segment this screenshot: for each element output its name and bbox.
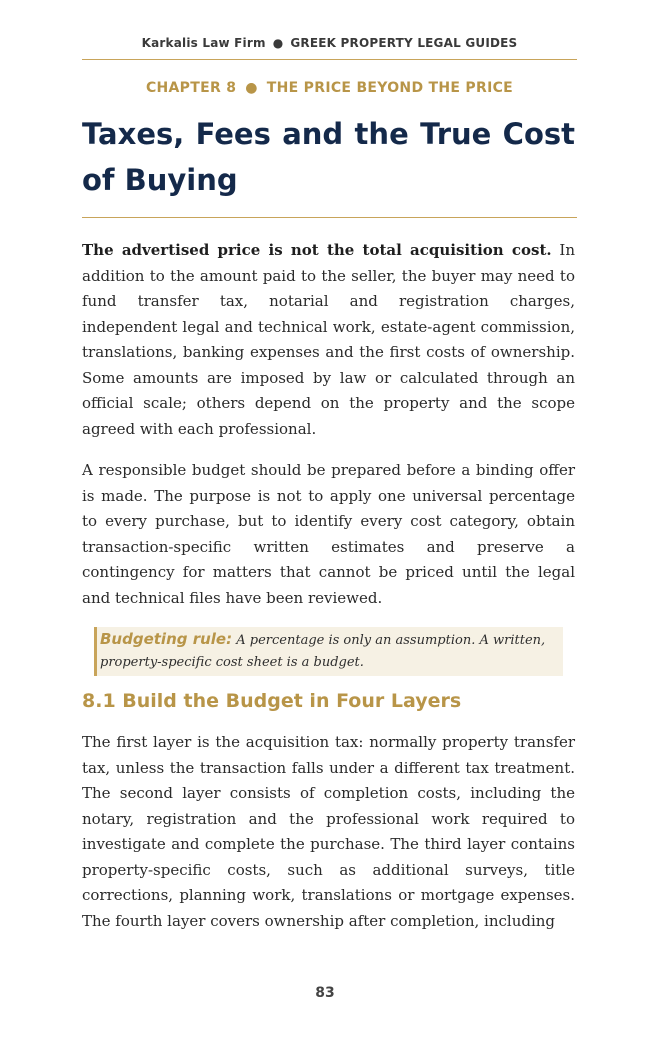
budgeting-rule-callout: [94, 627, 563, 676]
firm-name: Karkalis Law Firm: [141, 36, 266, 50]
page-number: 83: [315, 985, 335, 1001]
title-divider: [82, 217, 577, 218]
chapter-title: Taxes, Fees and the True Cost of Buying: [82, 117, 575, 197]
body-paragraph: A responsible budget should be prepared before a binding offer is made. The purpose is not to apply one universal percentage to every purchase, but to identify every cost category, obtain transaction-specific written estimates and preserve a contingency for matters that cannot be priced until the legal and technical files have been reviewed.: [82, 461, 575, 607]
callout-text: A percentage is only an assumption. A written, property-specific cost sheet is a budget.: [100, 633, 546, 670]
lead-sentence: The advertised price is not the total acquisition cost.: [82, 241, 552, 259]
section-heading: 8.1 Build the Budget in Four Layers: [82, 690, 462, 712]
series-name: GREEK PROPERTY LEGAL GUIDES: [290, 36, 518, 50]
callout-label: Budgeting rule:: [100, 630, 233, 648]
running-head: [82, 36, 577, 50]
paragraph-text: In addition to the amount paid to the seller, the buyer may need to fund transfer tax, notarial and registration charges, independent legal and technical work, estate-agent commission, translations, banking expenses and the first costs of ownership. Some amounts are imposed by law or calculated through an official scale; others depend on the property and the scope agreed with each professional.: [82, 241, 575, 438]
body-paragraph: [82, 238, 575, 442]
chapter-number: CHAPTER 8: [145, 80, 237, 96]
header-divider: [82, 59, 577, 60]
chapter-label: [82, 80, 577, 96]
bullet-separator: ●: [272, 36, 284, 50]
body-paragraph: The first layer is the acquisition tax: normally property transfer tax, unless the transaction falls under a different tax treatment. The second layer consists of completion costs, including the notary, registration and the professional work required to investigate and complete the purchase. The third layer contains property-specific costs, such as additional surveys, title corrections, planning work, translations or mortgage expenses. The fourth layer covers ownership after completion, including: [82, 733, 575, 930]
bullet-separator: ●: [245, 80, 258, 96]
chapter-subtitle: THE PRICE BEYOND THE PRICE: [266, 80, 514, 96]
